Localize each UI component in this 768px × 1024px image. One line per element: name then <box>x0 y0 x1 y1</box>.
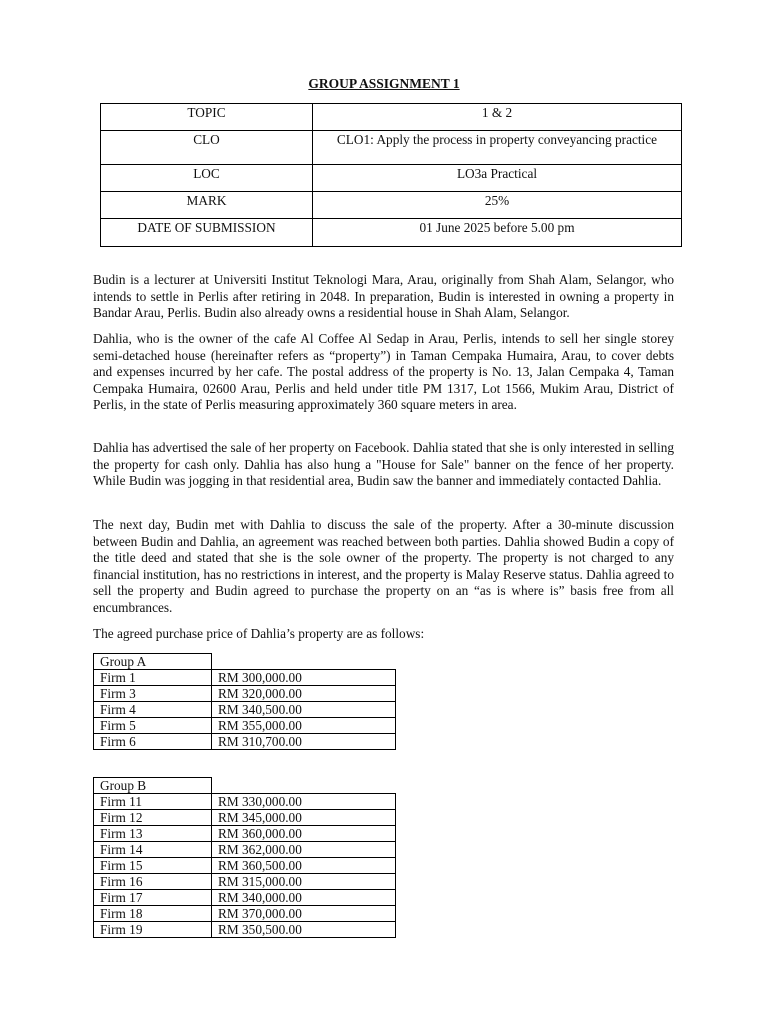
table-row <box>94 922 396 938</box>
table-row <box>94 718 396 734</box>
table-header-row <box>94 778 396 794</box>
table-row <box>94 874 396 890</box>
info-row-mark <box>101 192 682 219</box>
info-value: CLO1: Apply the process in property conveyancing practice <box>313 131 682 165</box>
firm-price: RM 355,000.00 <box>212 718 396 734</box>
paragraph-price-intro: The agreed purchase price of Dahlia’s property are as follows: <box>93 626 425 641</box>
firm-name: Firm 19 <box>94 922 212 938</box>
firm-price: RM 315,000.00 <box>212 874 396 890</box>
firm-price: RM 330,000.00 <box>212 794 396 810</box>
table-row <box>94 890 396 906</box>
info-label: LOC <box>101 165 313 192</box>
firm-price: RM 345,000.00 <box>212 810 396 826</box>
firm-price: RM 350,500.00 <box>212 922 396 938</box>
table-row <box>94 686 396 702</box>
firm-price: RM 370,000.00 <box>212 906 396 922</box>
firm-name: Firm 6 <box>94 734 212 750</box>
table-row <box>94 670 396 686</box>
info-value: 25% <box>313 192 682 219</box>
firm-name: Firm 12 <box>94 810 212 826</box>
firm-name: Firm 13 <box>94 826 212 842</box>
firm-name: Firm 18 <box>94 906 212 922</box>
info-row-clo <box>101 131 682 165</box>
firm-price: RM 360,000.00 <box>212 826 396 842</box>
firm-price: RM 300,000.00 <box>212 670 396 686</box>
paragraph-dahlia: Dahlia, who is the owner of the cafe Al Coffee Al Sedap in Arau, Perlis, intends to sell her single storey semi-detached house (hereinafter refers as “property”) in Taman Cempaka Humaira, Arau, to cover debts and expenses incurred by her cafe. The postal address of the property is No. 13, Jalan Cempaka 4, Taman Cempaka Humaira, 02600 Arau, Perlis and held under title PM 1317, Lot 1566, Mukim Arau, District of Perlis, in the state of Perlis measuring approximately 360 square meters in area. <box>93 331 674 413</box>
table-row <box>94 794 396 810</box>
firm-name: Firm 16 <box>94 874 212 890</box>
info-label: CLO <box>101 131 313 165</box>
firm-name: Firm 14 <box>94 842 212 858</box>
group-a-table <box>93 653 396 750</box>
paragraph-agreement: The next day, Budin met with Dahlia to discuss the sale of the property. After a 30-minute discussion between Budin and Dahlia, an agreement was reached between both parties. Dahlia showed Budin a copy of the title deed and stated that she is the sole owner of the property. The property is not charged to any financial institution, has no restrictions in interest, and the property is Malay Reserve status. Dahlia agreed to sell the property and Budin agreed to purchase the property on an “as is where is” basis free from all encumbrances. <box>93 517 674 615</box>
firm-name: Firm 4 <box>94 702 212 718</box>
page-title: GROUP ASSIGNMENT 1 <box>308 76 460 91</box>
table-row <box>94 826 396 842</box>
group-b-table <box>93 777 396 938</box>
firm-price: RM 360,500.00 <box>212 858 396 874</box>
firm-name: Firm 1 <box>94 670 212 686</box>
table-row <box>94 858 396 874</box>
info-row-date <box>101 219 682 247</box>
info-row-loc <box>101 165 682 192</box>
table-row <box>94 702 396 718</box>
firm-price: RM 340,000.00 <box>212 890 396 906</box>
info-label: TOPIC <box>101 104 313 131</box>
firm-name: Firm 15 <box>94 858 212 874</box>
info-value: 01 June 2025 before 5.00 pm <box>313 219 682 247</box>
table-row <box>94 842 396 858</box>
group-header: Group B <box>94 778 212 794</box>
group-header: Group A <box>94 654 212 670</box>
paragraph-budin: Budin is a lecturer at Universiti Institut Teknologi Mara, Arau, originally from Shah Alam, Selangor, who intends to settle in Perlis after retiring in 2048. In preparation, Budin is interested in owning a property in Bandar Arau, Perlis. Budin also already owns a residential house in Shah Alam, Selangor. <box>93 272 674 321</box>
firm-name: Firm 11 <box>94 794 212 810</box>
firm-price: RM 362,000.00 <box>212 842 396 858</box>
paragraph-advertisement: Dahlia has advertised the sale of her property on Facebook. Dahlia stated that she is only interested in selling the property for cash only. Dahlia has also hung a "House for Sale" banner on the fence of her property. While Budin was jogging in that residential area, Budin saw the banner and immediately contacted Dahlia. <box>93 440 674 489</box>
firm-name: Firm 17 <box>94 890 212 906</box>
table-header-row <box>94 654 396 670</box>
firm-name: Firm 3 <box>94 686 212 702</box>
firm-price: RM 320,000.00 <box>212 686 396 702</box>
info-value: 1 & 2 <box>313 104 682 131</box>
firm-price: RM 340,500.00 <box>212 702 396 718</box>
assignment-info-table <box>100 103 682 247</box>
table-row <box>94 906 396 922</box>
firm-name: Firm 5 <box>94 718 212 734</box>
firm-price: RM 310,700.00 <box>212 734 396 750</box>
table-row <box>94 810 396 826</box>
info-row-topic <box>101 104 682 131</box>
table-row <box>94 734 396 750</box>
info-value: LO3a Practical <box>313 165 682 192</box>
info-label: MARK <box>101 192 313 219</box>
info-label: DATE OF SUBMISSION <box>101 219 313 247</box>
